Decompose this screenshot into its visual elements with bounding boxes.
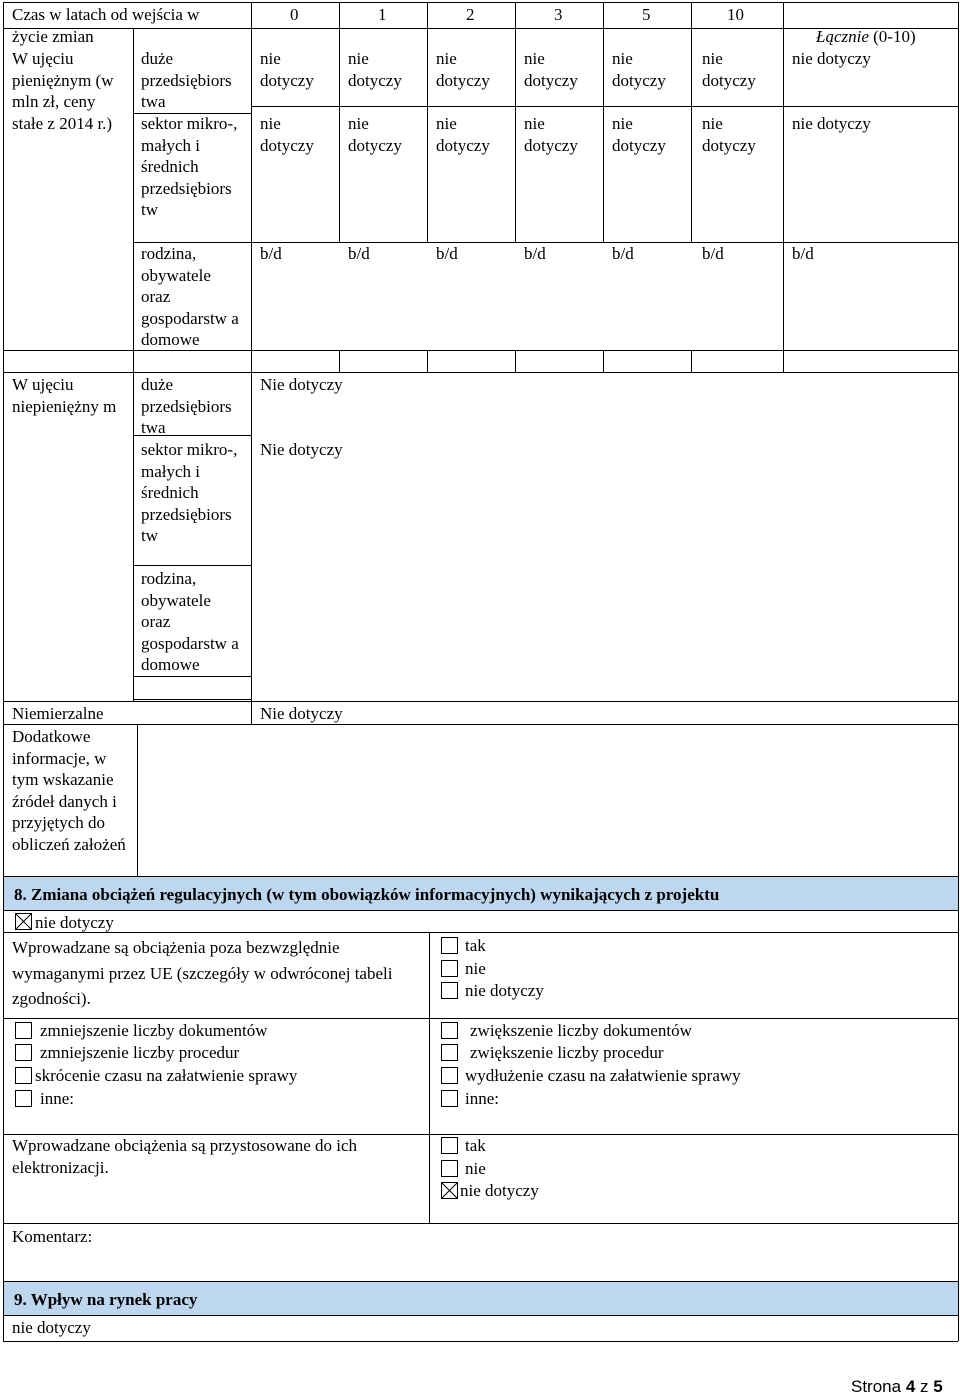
- rule: [133, 372, 134, 701]
- cell: b/d: [436, 244, 458, 263]
- year-10: 10: [727, 5, 744, 24]
- decrease-other-label: inne:: [40, 1089, 74, 1108]
- electronic-no-label: nie: [465, 1159, 486, 1178]
- nm-value-sme: Nie dotyczy: [260, 440, 343, 459]
- cell: nie dotyczy: [436, 114, 490, 155]
- total-header-italic: Łącznie: [816, 26, 869, 46]
- rule: [133, 565, 251, 566]
- comment-label: Komentarz:: [12, 1227, 93, 1246]
- total-header: [816, 4, 916, 47]
- rule: [515, 350, 516, 372]
- eu-question: Wprowadzane są obciążenia poza bezwzględnie wymaganymi przez UE (szczegóły w odwróconej tabeli zgodności).: [12, 938, 393, 1008]
- checkbox-decrease-procedures[interactable]: [15, 1044, 32, 1061]
- time-header-label: Czas w latach od wejścia w życie zmian: [12, 5, 200, 46]
- checkbox-electronic-yes[interactable]: [441, 1137, 458, 1154]
- not-applicable-label: nie dotyczy: [35, 913, 114, 932]
- checkbox-electronic-na[interactable]: [441, 1182, 458, 1199]
- cell: nie dotyczy: [436, 49, 490, 90]
- checkbox-extend-time[interactable]: [441, 1067, 458, 1084]
- rule: [3, 1315, 958, 1316]
- nm-group-large-enterprises: duże przedsiębiors twa: [141, 375, 232, 437]
- checkbox-not-applicable[interactable]: [15, 913, 32, 930]
- rule: [137, 724, 138, 876]
- page-word: Strona: [851, 1377, 902, 1396]
- decrease-documents-label: zmniejszenie liczby dokumentów: [40, 1021, 268, 1040]
- cell: nie dotyczy: [702, 49, 756, 90]
- electronic-question: Wprowadzane obciążenia są przystosowane do ich elektronizacji.: [12, 1136, 358, 1177]
- rule: [3, 932, 958, 933]
- rule: [3, 1341, 958, 1342]
- cell-total: nie dotyczy: [792, 114, 871, 133]
- unmeasurable-label: Niemierzalne: [12, 704, 104, 723]
- year-0: 0: [290, 5, 299, 24]
- cell: b/d: [524, 244, 546, 263]
- cell: b/d: [702, 244, 724, 263]
- rule: [133, 676, 251, 677]
- check-x-icon: [16, 914, 31, 929]
- checkbox-increase-documents[interactable]: [441, 1022, 458, 1039]
- decrease-procedures-label: zmniejszenie liczby procedur: [40, 1043, 240, 1062]
- rule: [427, 2, 428, 242]
- page-number: [851, 1377, 943, 1397]
- rule: [427, 350, 428, 372]
- cell: nie dotyczy: [524, 114, 578, 155]
- rule: [133, 699, 251, 700]
- page-current: 4: [905, 1377, 916, 1396]
- section-9-value: nie dotyczy: [12, 1318, 91, 1337]
- rule: [251, 372, 252, 724]
- checkbox-electronic-no[interactable]: [441, 1160, 458, 1177]
- year-2: 2: [466, 5, 475, 24]
- rule: [958, 2, 959, 1341]
- checkbox-shorten-time[interactable]: [15, 1067, 32, 1084]
- cell-total: b/d: [792, 244, 814, 263]
- rule: [3, 1223, 958, 1224]
- cell-total: nie dotyczy: [792, 49, 871, 68]
- nm-value-large: Nie dotyczy: [260, 375, 343, 394]
- rule: [691, 350, 692, 372]
- cell: b/d: [612, 244, 634, 263]
- eu-no-label: nie: [465, 959, 486, 978]
- cell: nie dotyczy: [612, 114, 666, 155]
- eu-yes-label: tak: [465, 936, 486, 955]
- rule: [3, 372, 958, 373]
- checkbox-increase-procedures[interactable]: [441, 1044, 458, 1061]
- year-5: 5: [642, 5, 651, 24]
- additional-info-label: Dodatkowe informacje, w tym wskazanie źródeł danych i przyjętych do obliczeń założeń: [12, 727, 126, 854]
- checkbox-increase-other[interactable]: [441, 1090, 458, 1107]
- rule: [3, 876, 958, 877]
- rule: [691, 2, 692, 242]
- cell: nie dotyczy: [612, 49, 666, 90]
- cell: nie dotyczy: [260, 49, 314, 90]
- check-x-icon: [442, 1183, 457, 1198]
- rule: [3, 2, 4, 1341]
- rule: [339, 350, 340, 372]
- nm-group-sme: sektor mikro-, małych i średnich przedsiębiors tw: [141, 440, 238, 545]
- rule: [783, 2, 784, 372]
- cell: nie dotyczy: [348, 114, 402, 155]
- rule: [3, 1018, 958, 1019]
- increase-other-label: inne:: [465, 1089, 499, 1108]
- shorten-time-label: skrócenie czasu na załatwienie sprawy: [35, 1066, 298, 1085]
- section-8-title: 8. Zmiana obciążeń regulacyjnych (w tym obowiązków informacyjnych) wynikających z projektu: [14, 885, 720, 904]
- nm-group-households: rodzina, obywatele oraz gospodarstw a domowe: [141, 569, 239, 674]
- extend-time-label: wydłużenie czasu na załatwienie sprawy: [465, 1066, 741, 1085]
- checkbox-decrease-documents[interactable]: [15, 1022, 32, 1039]
- rule: [515, 2, 516, 242]
- total-header-range: (0-10): [873, 26, 916, 46]
- checkbox-eu-no[interactable]: [441, 960, 458, 977]
- cell: b/d: [348, 244, 370, 263]
- electronic-na-label: nie dotyczy: [460, 1181, 539, 1200]
- rule: [3, 910, 958, 911]
- cell: nie dotyczy: [348, 49, 402, 90]
- year-1: 1: [378, 5, 387, 24]
- rule: [3, 701, 958, 702]
- rule: [339, 2, 340, 242]
- non-monetary-label: W ujęciu niepieniężny m: [12, 375, 117, 416]
- cell: nie dotyczy: [524, 49, 578, 90]
- unmeasurable-value: Nie dotyczy: [260, 704, 343, 723]
- eu-na-label: nie dotyczy: [465, 981, 544, 1000]
- page-total: 5: [933, 1377, 943, 1396]
- increase-procedures-label: zwiększenie liczby procedur: [470, 1043, 664, 1062]
- year-3: 3: [554, 5, 563, 24]
- group-sme: sektor mikro-, małych i średnich przedsiębiors tw: [141, 114, 238, 219]
- electronic-yes-label: tak: [465, 1136, 486, 1155]
- group-households: rodzina, obywatele oraz gospodarstw a domowe: [141, 244, 239, 349]
- cell: nie dotyczy: [702, 114, 756, 155]
- increase-documents-label: zwiększenie liczby dokumentów: [470, 1021, 692, 1040]
- rule: [3, 724, 958, 725]
- rule: [603, 350, 604, 372]
- checkbox-decrease-other[interactable]: [15, 1090, 32, 1107]
- rule: [251, 106, 783, 107]
- cell: nie dotyczy: [260, 114, 314, 155]
- section-9-title: 9. Wpływ na rynek pracy: [14, 1290, 198, 1309]
- cell: b/d: [260, 244, 282, 263]
- checkbox-eu-yes[interactable]: [441, 937, 458, 954]
- rule: [3, 2, 958, 3]
- group-large-enterprises: duże przedsiębiors twa: [141, 49, 232, 111]
- monetary-label: W ujęciu pieniężnym (w mln zł, ceny stałe z 2014 r.): [12, 49, 114, 133]
- rule: [133, 28, 134, 372]
- rule: [603, 2, 604, 242]
- rule: [783, 106, 958, 107]
- rule: [429, 932, 430, 1223]
- rule: [251, 2, 252, 372]
- checkbox-eu-na[interactable]: [441, 982, 458, 999]
- page-of: z: [920, 1377, 929, 1396]
